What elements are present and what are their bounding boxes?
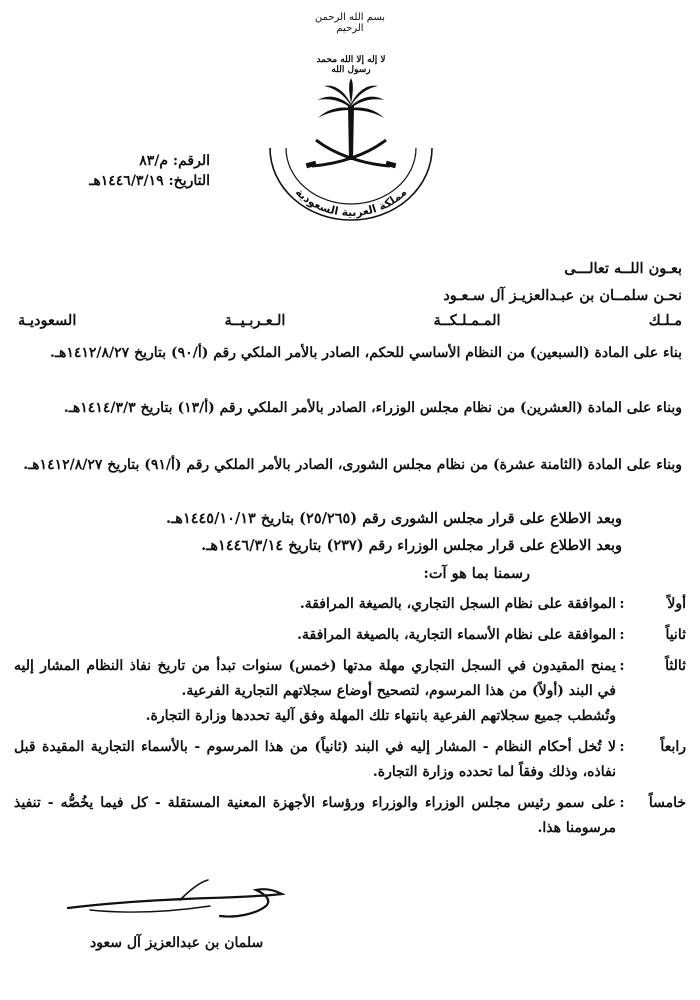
- item-paragraph: وتُشطب جميع سجلاتهم الفرعية بانتهاء تلك المهلة وفق آلية تحددها وزارة التجارة.: [145, 708, 616, 724]
- item-colon: :: [619, 596, 625, 612]
- item-text: [14, 654, 616, 729]
- decree-item: [14, 791, 686, 841]
- signer-name: سلمان بن عبدالعزيز آل سعود: [90, 935, 264, 951]
- item-text: [14, 791, 616, 841]
- decree-item: [14, 735, 686, 785]
- item-label: رابعاً: [660, 739, 686, 755]
- reference-block: [89, 151, 210, 191]
- item-colon: :: [619, 627, 625, 643]
- item-text: [14, 623, 616, 648]
- item-paragraph: الموافقة على نظام الأسماء التجارية، بالصيغة المرافقة.: [297, 627, 616, 643]
- item-label: أولاً: [667, 596, 686, 612]
- item-label: ثانياً: [665, 627, 686, 643]
- intro-line-1: بعـون اللــه تعالـــى: [564, 260, 682, 277]
- preamble-paragraph: وبناء على المادة (الثامنة عشرة) من نظام مجلس الشورى، الصادر بالأمر الملكي رقم (أ/٩١) بتاريخ ١٤١٢/٨/٢٧هـ.: [23, 457, 682, 473]
- preamble-paragraph: وبناء على المادة (العشرين) من نظام مجلس الوزراء، الصادر بالأمر الملكي رقم (أ/١٣) بتاريخ ١٤١٤/٣/٣هـ.: [63, 400, 682, 416]
- basmala-text: بسم الله الرحمن الرحيم: [314, 12, 386, 34]
- royal-emblem: [262, 78, 440, 228]
- item-paragraph: الموافقة على نظام السجل التجاري، بالصيغة المرافقة.: [299, 596, 616, 612]
- reference-number: الرقم: م/٨٣: [139, 153, 210, 169]
- handwritten-signature: [60, 870, 310, 930]
- item-text: [14, 735, 616, 785]
- item-colon: :: [619, 739, 625, 755]
- decree-lead-in: رسمنا بما هو آت:: [423, 565, 530, 582]
- item-label: ثالثاً: [665, 658, 686, 674]
- intro-line-3: مـلـك المـمـلـكــة الـعـربـيــة السعوديـة: [18, 312, 682, 329]
- intro-line-2: نحـن سلمــان بن عبـدالعزيـز آل سـعـود: [443, 287, 682, 304]
- decree-item: [14, 654, 686, 729]
- decree-item: [14, 623, 686, 648]
- item-text: [14, 592, 616, 617]
- item-colon: :: [619, 658, 625, 674]
- seal-arc-text: مملكة العربية السعودية: [292, 185, 410, 219]
- signature-scribble-icon: [60, 870, 310, 930]
- palm-swords-emblem-icon: [262, 78, 440, 228]
- item-paragraph: يمنح المقيدون في السجل التجاري مهلة مدتها (خمس) سنوات تبدأ من تاريخ نفاذ النظام المشار إليه في البند (أولاً) من هذا المرسوم، لتصحيح أوضاع سجلاتهم التجارية الفرعية.: [14, 658, 616, 699]
- decree-items: [14, 592, 686, 847]
- preamble-paragraph: وبعد الاطلاع على قرار مجلس الوزراء رقم (٢٣٧) بتاريخ ١٤٤٦/٣/١٤هـ.: [201, 537, 622, 554]
- preamble-paragraph: وبعد الاطلاع على قرار مجلس الشورى رقم (٢٥/٢٦٥) بتاريخ ١٤٤٥/١٠/١٣هـ.: [165, 510, 622, 527]
- shahada-motto: لا إله إلا الله محمد رسول الله: [316, 55, 386, 75]
- item-paragraph: لا تُخل أحكام النظام - المشار إليه في البند (ثانياً) من هذا المرسوم - بالأسماء التجارية المقيدة قبل نفاذه، وذلك وفقاً لما تحدده وزارة التجارة.: [14, 739, 616, 780]
- item-label: خامساً: [648, 795, 686, 811]
- preamble-paragraph: بناء على المادة (السبعين) من النظام الأساسي للحكم، الصادر بالأمر الملكي رقم (أ/٩٠) بتاريخ ١٤١٢/٨/٢٧هـ.: [49, 345, 682, 361]
- decree-item: [14, 592, 686, 617]
- reference-date: التاريخ: ١٤٤٦/٣/١٩هـ: [89, 173, 210, 189]
- item-paragraph: على سمو رئيس مجلس الوزراء والوزراء ورؤساء الأجهزة المعنية المستقلة - كل فيما يخُصُّه - تنفيذ مرسومنا هذا.: [14, 795, 616, 836]
- item-colon: :: [619, 795, 625, 811]
